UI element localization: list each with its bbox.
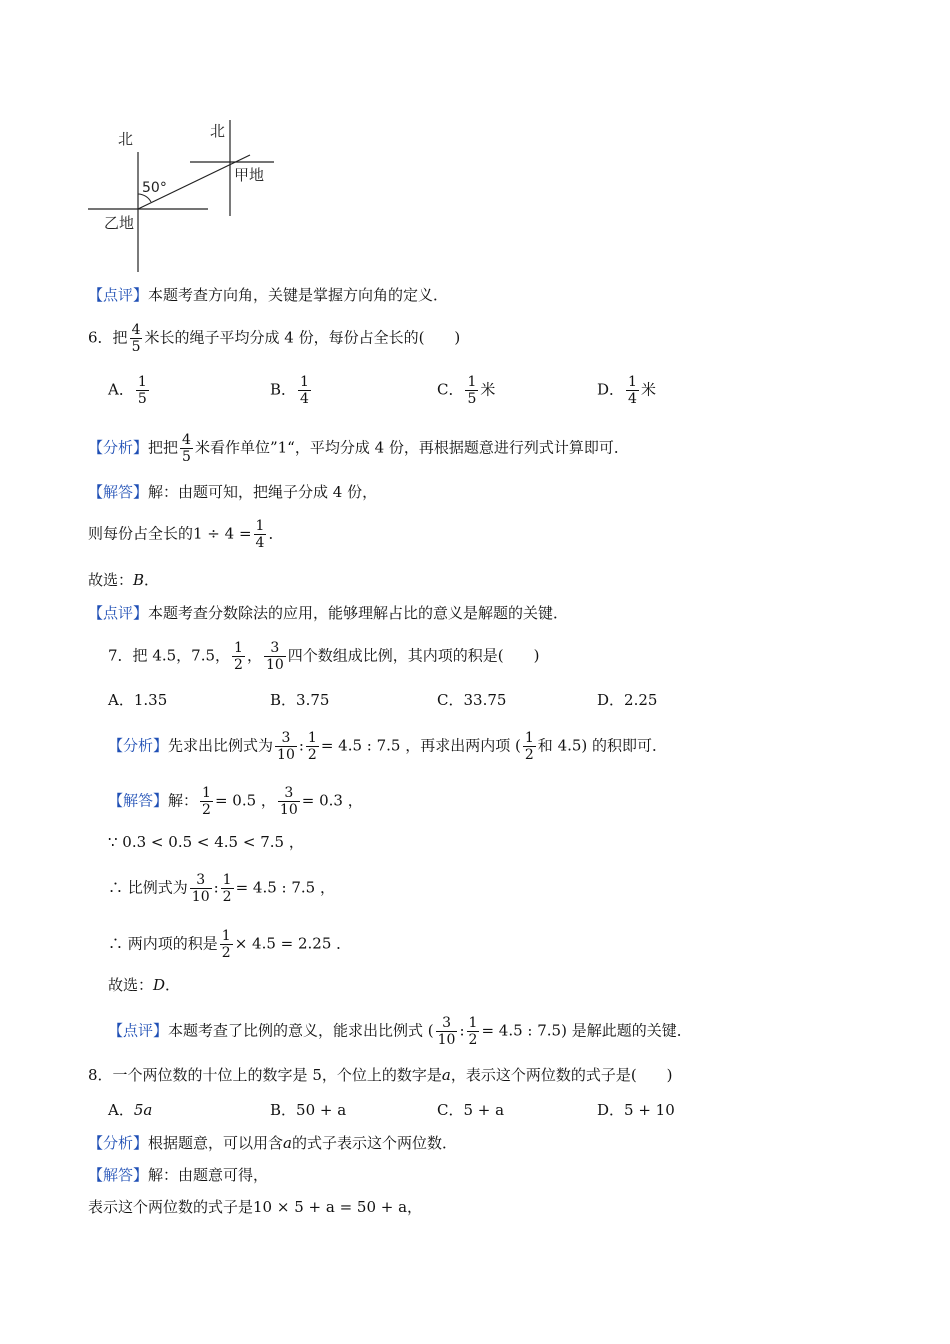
fraction: $\frac{1}{4}$ [300, 374, 309, 407]
fraction: $\frac{1}{2}$ [221, 928, 231, 961]
comment-text: 本题考查方向角，关键是掌握方向角的定义． [148, 286, 449, 304]
q7-analysis: 【分析】先求出比例式为 $\frac{3}{10}$ : $\frac{1}{2}$ = 4.5 : 7.5 ，再求出两内项 ( $\frac{1}{2}$ 和 4.5) 的积即可． [108, 730, 668, 763]
q6-option-a: A． $\frac{1}{5}$ [108, 374, 147, 407]
q7-answer: 【解答】解： $\frac{1}{2}$ = 0.5 ， $\frac{3}{10}$ = 0.3 ， [108, 785, 363, 818]
fraction: $\frac{3}{10}$ [279, 785, 298, 818]
fraction: $\frac{1}{4}$ [255, 518, 265, 551]
q8-analysis: 【分析】根据题意，可以用含a的式子表示这个两位数． [88, 1134, 457, 1152]
q6-answer: 【解答】解：由题可知，把绳子分成 4 份， [88, 483, 378, 501]
q7-option-c: C．33.75 [437, 691, 507, 709]
fraction: $\frac{3}{10}$ [265, 640, 284, 673]
fraction: $\frac{1}{2}$ [202, 785, 211, 818]
q8-option-c: C．5 + a [437, 1101, 505, 1119]
q7-option-d: D．2.25 [597, 691, 658, 709]
comment-tag: 【点评】 [88, 286, 149, 304]
fraction: $\frac{1}{2}$ [307, 730, 317, 763]
yi-label: 乙地 [104, 214, 135, 232]
fraction: $\frac{1}{2}$ [524, 730, 534, 763]
question-number: 6． [88, 328, 113, 347]
fraction: $\frac{3}{10}$ [437, 1015, 456, 1048]
q8-answer: 【解答】解：由题意可得， [88, 1166, 269, 1184]
north-label-left: 北 [118, 130, 134, 148]
q7-question: 7．把 4.5，7.5， $\frac{1}{2}$ ， $\frac{3}{10}$ 四个数组成比例，其内项的积是( ) [108, 640, 540, 673]
q7-choice: 故选：D． [108, 976, 181, 994]
q7-option-b: B．3.75 [270, 691, 330, 709]
q6-option-d: D． $\frac{1}{4}$ 米 [597, 374, 656, 407]
q6-analysis: 【分析】把把 $\frac{4}{5}$ 米看作单位”1“，平均分成 4 份，再根据题意进行列式计算即可． [88, 432, 629, 465]
fraction: $\frac{1}{2}$ [468, 1015, 478, 1048]
fraction: $\frac{1}{5}$ [467, 374, 477, 407]
fraction: $\frac{1}{5}$ [137, 374, 147, 407]
fraction: $\frac{3}{10}$ [277, 730, 295, 763]
q8-option-b: B．50 + a [270, 1101, 347, 1119]
north-label-right: 北 [210, 122, 226, 140]
q8-option-a: A．5a [108, 1101, 153, 1119]
q7-because: ∵ 0.3 < 0.5 < 4.5 < 7.5 ， [108, 833, 304, 851]
q6-option-b: B． $\frac{1}{4}$ [270, 374, 309, 407]
jia-label: 甲地 [234, 166, 265, 184]
fraction: $\frac{3}{10}$ [191, 872, 210, 905]
fraction: $\frac{1}{2}$ [222, 872, 232, 905]
fraction: $\frac{1}{4}$ [628, 374, 637, 407]
q6-choice: 故选：B． [88, 571, 160, 589]
q7-comment: 【点评】本题考查了比例的意义，能求出比例式 ( $\frac{3}{10}$ : $\frac{1}{2}$ = 4.5 : 7.5) 是解此题的关键． [108, 1015, 692, 1048]
q8-final: 表示这个两位数的式子是10 × 5 + a = 50 + a， [88, 1198, 423, 1216]
q6-option-c: C． $\frac{1}{5}$ 米 [437, 374, 496, 407]
q8-question: 8．一个两位数的十位上的数字是 5，个位上的数字是a，表示这个两位数的式子是( ) [88, 1066, 673, 1084]
fraction: $\frac{4}{5}$ [182, 432, 191, 465]
q6-comment: 【点评】本题考查分数除法的应用，能够理解占比的意义是解题的关键． [88, 604, 569, 622]
fraction: $\frac{1}{2}$ [234, 640, 243, 673]
q8-option-d: D．5 + 10 [597, 1101, 675, 1119]
q6-answer-line2: 则每份占全长的1 ÷ 4 = $\frac{1}{4}$ ． [88, 518, 284, 551]
fraction: $\frac{4}{5}$ [131, 322, 141, 355]
direction-diagram [84, 112, 284, 277]
q5-comment [88, 285, 448, 305]
q7-therefore-1: ∴ 比例式为 $\frac{3}{10}$ : $\frac{1}{2}$ = 4.5 : 7.5 ， [108, 872, 335, 905]
angle-label: 50° [142, 180, 167, 196]
q6-question: 6．把 $\frac{4}{5}$ 米长的绳子平均分成 4 份，每份占全长的( ) [88, 322, 461, 355]
q7-option-a: A．1.35 [108, 691, 168, 709]
q7-therefore-2: ∴ 两内项的积是 $\frac{1}{2}$ × 4.5 = 2.25 ． [108, 928, 352, 961]
